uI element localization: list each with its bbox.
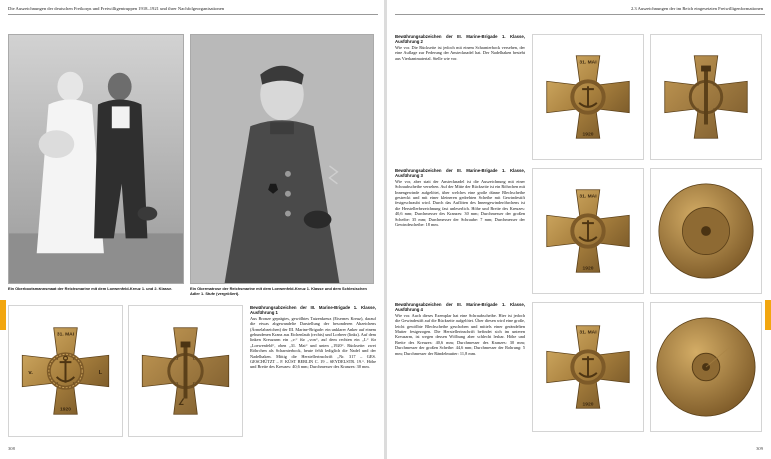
badge-top-arm-label: 31. MAI [579,194,597,200]
badge-bottom-arm-label: 1920 [582,402,594,408]
badge-bottom-arm-label: 1920 [582,132,594,138]
badge-reverse-image-row1 [650,34,762,160]
badge-right-arm-label: L [98,369,103,376]
running-head-left: Die Auszeichnungen der deutschen Freikorps und Freiwilligentruppen 1918–1921 und ihrer Nachfolgeorganisationen [8,6,225,11]
badge-front-image-left [8,305,123,437]
entry-heading: Bewährungsabzeichen der III. Marine-Brigade 1. Klasse, Ausführung 4 [395,302,525,313]
text-entry-ausfuehrung-4 [395,302,525,356]
thumb-index-tab-right [765,300,771,330]
badge-reverse-screwback-row3 [650,302,762,432]
badge-reverse-screwback-row2 [650,168,762,294]
left-page [0,0,384,459]
badge-front-image-row1 [532,34,644,160]
photo-caption-1: Ein Oberbootsmannsmaat der Reichsmarine mit dem Loewenfeld-Kreuz 1. und 2. Klasse. [8,286,173,291]
entry-body: Wie vor. Die Rückseite ist jedoch mit einem Scharnierbock versehen, der eine Auflage zur Federung der Anstecknadel hat. Der Nadelhaken besteht aus Vierkantmaterial. Stelle wie vor. [395,44,525,61]
badge-top-arm-label: 31. MAI [579,330,597,336]
page-number-left: 308 [8,446,15,451]
entry-body: Wie vor. Auch dieses Exemplar hat eine Schraubscheibe. Hier ist jedoch die Gewindestift auf die Rückseite aufgelötet. Über diesen wird eine große, leicht gewölbte Blechscheibe geschoben und mittels einer gerändelten Mutter festgezogen. Die Herstellerinschrift befindet sich im unteren Kreuzarm, ist wegen dessen Wölbung aber schlecht lesbar. Höhe und Breite des Kreuzes: 40,6 mm; Durchmesser des Kranzes: 30 mm; Durchmesser der großen Scheibe: 44,6 mm; Durchmesser der Rohrung: 5 mm; Durchmesser der Rändelmutter: 11,8 mm. [395,312,525,356]
header-rule [8,14,378,15]
photo-caption-2: Ein Obermatrose der Reichsmarine mit dem Loewenfeld-Kreuz 1. Klasse und dem Schlesischen Adler 1. Stufe (vergrößert). [190,286,367,296]
entry-heading: Bewährungsabzeichen der III. Marine-Brigade 1. Klasse, Ausführung 1 [250,305,376,316]
right-page [387,0,771,459]
badge-front-image-row2 [532,168,644,294]
text-entry-ausfuehrung-3 [395,168,525,227]
entry-heading: Bewährungsabzeichen der III. Marine-Brigade 1. Klasse, Ausführung 3 [395,168,525,179]
entry-body: Aus Bronze geprägtes, gewölbtes Tatzenkreuz (Eisernes Kreuz), darauf die etwas abgewandelte Darstellung der besonderen Abzeichens (Ärmelabzeichen) der III. Marine-Brigade: ein unklarer Anker auf einem gebundenen Kranz aus Eichenlaub (rechts) und Lorbeer (links). Auf dem linken Kreuzarm ein „v.“ für „von“, auf dem rechten ein „L“ für „Loewenfeld“, oben „31. Mai“ und unten „1920“. Rückseite: zwei Röhrchen als Scharnierbock, heute fehlt lediglich die Nadel und der Nadelhaken. Mittig die Herstellerinschrift „Nr. 317 – GES. GESCHÜTZT – F. KÜST BERLIN C. 19 – SEYDELSTR. 19.“. Höhe und Breite des Kreuzes: 40,6 mm; Durchmesser des Kranzes: 30 mm. [250,315,376,370]
badge-bottom-arm-label: 1920 [60,407,71,413]
page-number-right: 309 [756,446,763,451]
thumb-index-tab-left [0,300,6,330]
entry-body: Wie vor, aber statt der Anstecknadel ist die Auszeichnung mit einer Schraubscheibe versehen. Auf der Mitte der Rückseite ist ein Röhrchen mit Innengewinde aufgelötet, über welches eine große dünne Blechscheibe gestreckt und mit einer kleineren gedrehten Scheibe mit Gewindestift festgeschraubt wird. Durch das Auflöten des Innengewinderöhrchens ist die Herstellerbezeichnung fast unleserlich. Höhe und Breite des Kreuzes: 40,6 mm; Durchmesser des Kranzes: 30 mm; Durchmesser der großen Scheibe: 35 mm; Durchmesser der Schraube: 7 mm; Durchmesser der Gewindescheibe: 18 mm. [395,178,525,228]
badge-top-arm-label: 31. MAI [56,332,75,338]
badge-bottom-arm-label: 1920 [582,266,594,272]
badge-front-image-row3 [532,302,644,432]
badge-top-arm-label: 31. MAI [579,60,597,66]
text-entry-ausfuehrung-2 [395,34,525,61]
header-rule-right [395,14,765,15]
text-entry-ausfuehrung-1 [250,305,376,370]
photo-wedding-couple [8,34,184,284]
badge-left-arm-label: v. [28,369,33,376]
running-head-right: 2.3 Auszeichnungen der im Reich eingesetzten Freiwilligenformationen [630,6,763,11]
photo-sailor-portrait [190,34,374,284]
entry-heading: Bewährungsabzeichen der III. Marine-Brigade 1. Klasse, Ausführung 2 [395,34,525,45]
badge-reverse-image-left [128,305,243,437]
